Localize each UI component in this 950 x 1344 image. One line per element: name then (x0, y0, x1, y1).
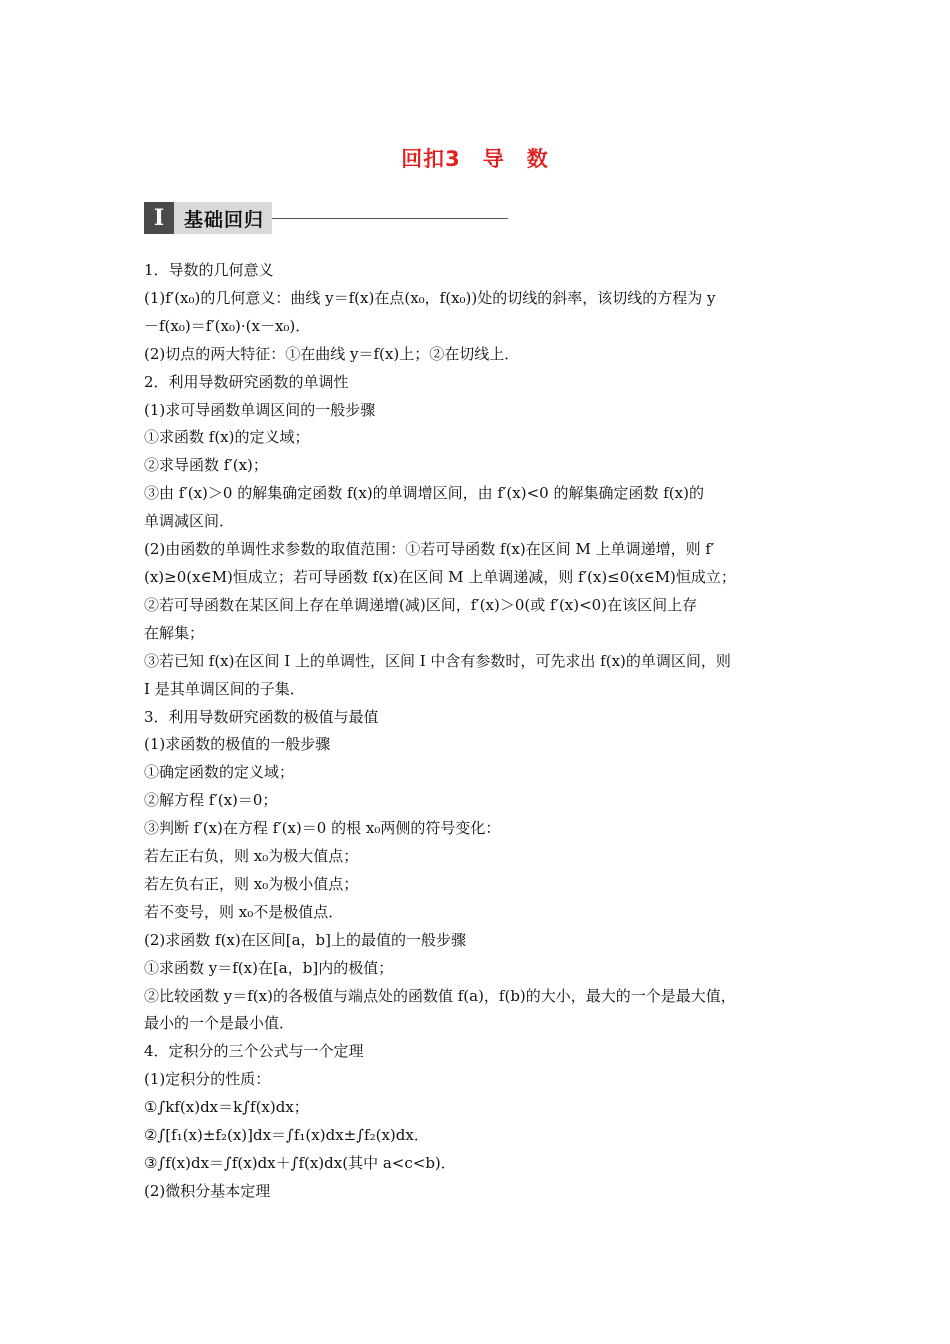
text-line: ①确定函数的定义域； (144, 763, 295, 782)
text-line: (2)微积分基本定理 (144, 1181, 271, 1200)
text-line: ②解方程 f′(x)＝0； (144, 791, 278, 810)
text-line: (1)定积分的性质： (144, 1070, 271, 1089)
section-label: 基础回归 (174, 202, 272, 234)
text-line: 若左负右正，则 x₀为极小值点； (144, 874, 359, 893)
text-line: I 是其单调区间的子集． (144, 679, 305, 698)
section-number: I (144, 202, 174, 234)
text-line: ②∫[f₁(x)±f₂(x)]dx＝∫f₁(x)dx±∫f₂(x)dx． (144, 1126, 429, 1145)
text-line: ③若已知 f(x)在区间 I 上的单调性，区间 I 中含有参数时，可先求出 f(x)的单调区间，则 (144, 651, 731, 670)
text-line: ③判断 f′(x)在方程 f′(x)＝0 的根 x₀两侧的符号变化： (144, 819, 501, 838)
text-line: (2)由函数的单调性求参数的取值范围：①若可导函数 f(x)在区间 M 上单调递增，则 f′ (144, 540, 715, 559)
text-line: 在解集； (144, 623, 205, 642)
text-line: ②若可导函数在某区间上存在单调递增(减)区间，f′(x)＞0(或 f′(x)<0)在该区间上存 (144, 595, 698, 614)
text-line: ②比较函数 y＝f(x)的各极值与端点处的函数值 f(a)，f(b)的大小，最大的一个是最大值， (144, 986, 736, 1005)
text-line: 1．导数的几何意义 (144, 261, 274, 279)
text-line: 2．利用导数研究函数的单调性 (144, 372, 349, 391)
text-line: (1)求函数的极值的一般步骤 (144, 735, 331, 754)
text-line: (1)求可导函数单调区间的一般步骤 (144, 400, 376, 419)
text-line: (x)≥0(x∈M)恒成立；若可导函数 f(x)在区间 M 上单调递减，则 f′(x)≤0(x∈M)恒成立； (144, 567, 736, 586)
section-header (144, 202, 508, 234)
text-line: 3．利用导数研究函数的极值与最值 (144, 707, 379, 726)
text-line: (2)求函数 f(x)在区间[a，b]上的最值的一般步骤 (144, 930, 466, 949)
text-line: ①求函数 y＝f(x)在[a，b]内的极值； (144, 958, 394, 977)
text-line: ②求导函数 f′(x)； (144, 456, 268, 475)
text-line: 最小的一个是最小值． (144, 1014, 295, 1033)
text-line: (1)f′(x₀)的几何意义：曲线 y＝f(x)在点(x₀，f(x₀))处的切线的斜率，该切线的方程为 y (144, 288, 716, 307)
text-line: 若不变号，则 x₀不是极值点． (144, 902, 344, 921)
text-line: (2)切点的两大特征：①在曲线 y＝f(x)上；②在切线上． (144, 344, 520, 363)
text-line: 若左正右负，则 x₀为极大值点； (144, 847, 359, 866)
text-line: ①求函数 f(x)的定义域； (144, 428, 310, 447)
text-line: ③由 f′(x)＞0 的解集确定函数 f(x)的单调增区间，由 f′(x)<0 的解集确定函数 f(x)的 (144, 484, 704, 503)
text-line: ①∫kf(x)dx＝k∫f(x)dx； (144, 1098, 309, 1117)
document-body (144, 257, 812, 1206)
text-line: ③∫f(x)dx＝∫f(x)dx＋∫f(x)dx(其中 a<c<b)． (144, 1154, 456, 1172)
text-line: －f(x₀)＝f′(x₀)·(x－x₀)． (144, 316, 311, 335)
section-divider (272, 218, 508, 219)
page-title: 回扣3 导 数 (401, 147, 549, 171)
text-line: 单调减区间． (144, 512, 235, 531)
text-line: 4．定积分的三个公式与一个定理 (144, 1042, 364, 1061)
